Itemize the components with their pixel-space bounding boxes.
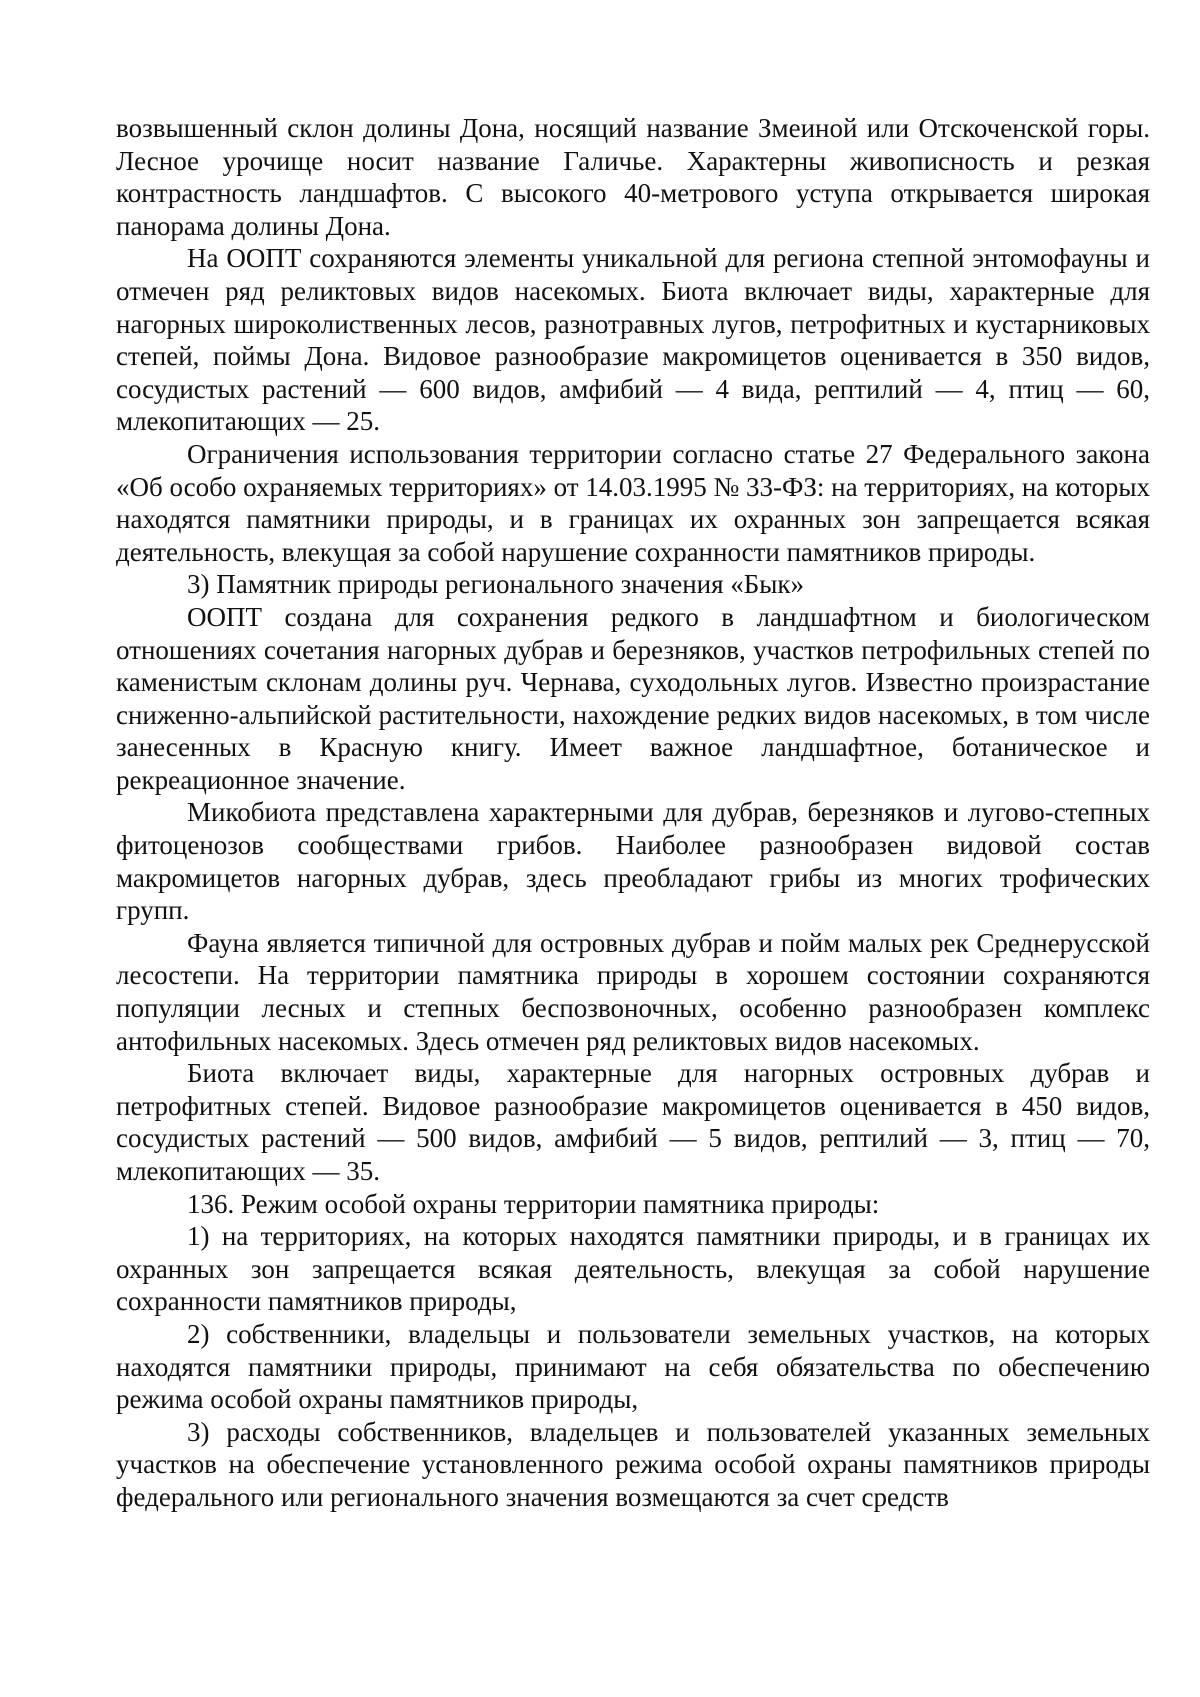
list-item-1: 1) на территориях, на которых находятся памятники природы, и в границах их охранных зон запрещается всякая деятельность, влекущая за собой нарушение сохранности памятников природы, xyxy=(116,1221,1150,1317)
paragraph-biota: Биота включает виды, характерные для нагорных островных дубрав и петрофитных степей. Видовое разнообразие макромицетов оценивается в 450 видов, сосудистых растений — 500 видов, амфибий — 5 видов, рептилий — 3, птиц — 70, млекопитающих — 35. xyxy=(116,1058,1150,1186)
list-item-3: 3) расходы собственников, владельцев и пользователей указанных земельных участков на обеспечение установленного режима особой охраны памятников природы федерального или регионального значения возмещаются за счет средств xyxy=(116,1416,1150,1512)
paragraph-entomofauna: На ООПТ сохраняются элементы уникальной для региона степной энтомофауны и отмечен ряд реликтовых видов насекомых. Биота включает виды, характерные для нагорных широколиственных лесов, разнотравных лугов, петрофитных и кустарниковых степей, поймы Дона. Видовое разнообразие макромицетов оценивается в 350 видов, сосудистых растений — 600 видов, амфибий — 4 вида, рептилий — 4, птиц — 60, млекопитающих — 25. xyxy=(116,243,1150,437)
paragraph-fauna: Фауна является типичной для островных дубрав и пойм малых рек Среднерусской лесостепи. На территории памятника природы в хорошем состоянии сохраняются популяции лесных и степных беспозвоночных, особенно разнообразен комплекс антофильных насекомых. Здесь отмечен ряд реликтовых видов насекомых. xyxy=(116,927,1150,1056)
paragraph-don-slope: возвышенный склон долины Дона, носящий название Змеиной или Отскоченской горы. Лесное урочище носит название Галичье. Характерны живописность и резкая контрастность ландшафтов. С высокого 40-метрового уступа открывается широкая панорама долины Дона. xyxy=(116,113,1150,241)
list-item-2: 2) собственники, владельцы и пользователи земельных участков, на которых находятся памятники природы, принимают на себя обязательства по обеспечению режима особой охраны памятников природы, xyxy=(116,1318,1150,1415)
section-heading-byk: 3) Памятник природы регионального значения «Бык» xyxy=(187,569,805,600)
section-heading-protection-regime: 136. Режим особой охраны территории памятника природы: xyxy=(187,1188,880,1219)
paragraph-oopt-purpose: ООПТ создана для сохранения редкого в ландшафтном и биологическом отношениях сочетания нагорных дубрав и березняков, участков петрофильных степей по каменистым склонам долины руч. Чернава, суходольных лугов. Известно произрастание сниженно-альпийской растительности, нахождение редких видов насекомых, в том числе занесенных в Красную книгу. Имеет важное ландшафтное, ботаническое и рекреационное значение. xyxy=(116,601,1150,795)
paragraph-mycobiota: Микобиота представлена характерными для дубрав, березняков и лугово-степных фитоценозов сообществами грибов. Наиболее разнообразен видовой состав макромицетов нагорных дубрав, здесь преобладают грибы из многих трофических групп. xyxy=(116,797,1150,926)
paragraph-usage-restrictions: Ограничения использования территории согласно статье 27 Федерального закона «Об особо охраняемых территориях» от 14.03.1995 № 33-ФЗ: на территориях, на которых находятся памятники природы, и в границах их охранных зон запрещается всякая деятельность, влекущая за собой нарушение сохранности памятников природы. xyxy=(116,438,1151,567)
document-page xyxy=(116,112,1150,1514)
